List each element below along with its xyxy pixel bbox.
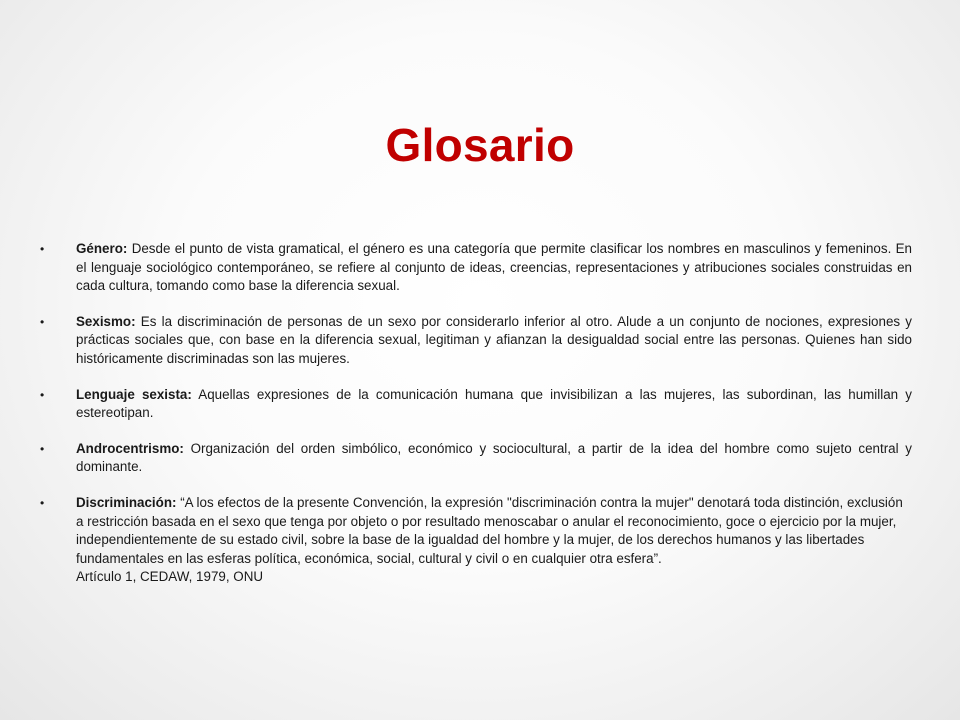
glossary-entry-androcentrismo [40, 440, 912, 477]
slide-title: Glosario [385, 119, 575, 171]
glossary-entry-discriminacion [40, 494, 912, 587]
bullet-icon: • [40, 314, 45, 329]
entry-separator: : [187, 386, 192, 402]
entry-separator: : [179, 440, 184, 456]
bullet-icon: • [40, 441, 45, 456]
entry-term: Lenguaje sexista [76, 386, 188, 402]
glossary-list [40, 240, 912, 604]
glossary-entry-lenguaje-sexista [40, 386, 912, 423]
entry-definition: Aquellas expresiones de la comunicación humana que invisibilizan a las mujeres, las subordinan, las humillan y estereotipan. [76, 386, 912, 421]
entry-separator: : [122, 241, 128, 256]
glossary-entry-sexismo [40, 313, 912, 369]
glossary-entry-genero [40, 240, 912, 296]
entry-separator: : [131, 313, 136, 329]
entry-separator: : [172, 494, 177, 510]
bullet-icon: • [40, 242, 45, 256]
entry-term: Discriminación [76, 494, 172, 510]
entry-definition: “A los efectos de la presente Convención, la expresión "discriminación contra la mujer" denotará toda distinción, exclusión a restricción basada en el sexo que tenga por objeto o por resultado menoscabar o anular el reconocimiento, goce o ejercicio por la mujer, independientemente de su estado civil, sobre la base de la igualdad del hombre y la mujer, de los derechos humanos y las libertades fundamentales en las esferas política, económica, social, cultural y civil o en cualquier otra esfera”. [76, 494, 903, 566]
bullet-icon: • [40, 387, 45, 402]
entry-term: Androcentrismo [76, 440, 180, 456]
bullet-icon: • [40, 495, 45, 510]
entry-term: Género [76, 241, 123, 256]
entry-definition: Desde el punto de vista gramatical, el género es una categoría que permite clasificar los nombres en masculinos y femeninos. En el lenguaje sociológico contemporáneo, se refiere al conjunto de ideas, creencias, representaciones y atribuciones sociales construidas en cada cultura, tomando como base la diferencia sexual. [76, 241, 912, 294]
entry-definition: Es la discriminación de personas de un sexo por considerarlo inferior al otro. Alude a un conjunto de nociones, expresiones y prácticas sociales que, con base en la diferencia sexual, legitiman y afianzan la desigualdad social entre las personas. Quienes han sido históricamente discriminadas son las mujeres. [76, 313, 912, 366]
entry-definition: Organización del orden simbólico, económico y sociocultural, a partir de la idea del hombre como sujeto central y dominante. [76, 440, 912, 475]
entry-citation: Artículo 1, CEDAW, 1979, ONU [76, 569, 264, 585]
entry-term: Sexismo [76, 313, 132, 329]
